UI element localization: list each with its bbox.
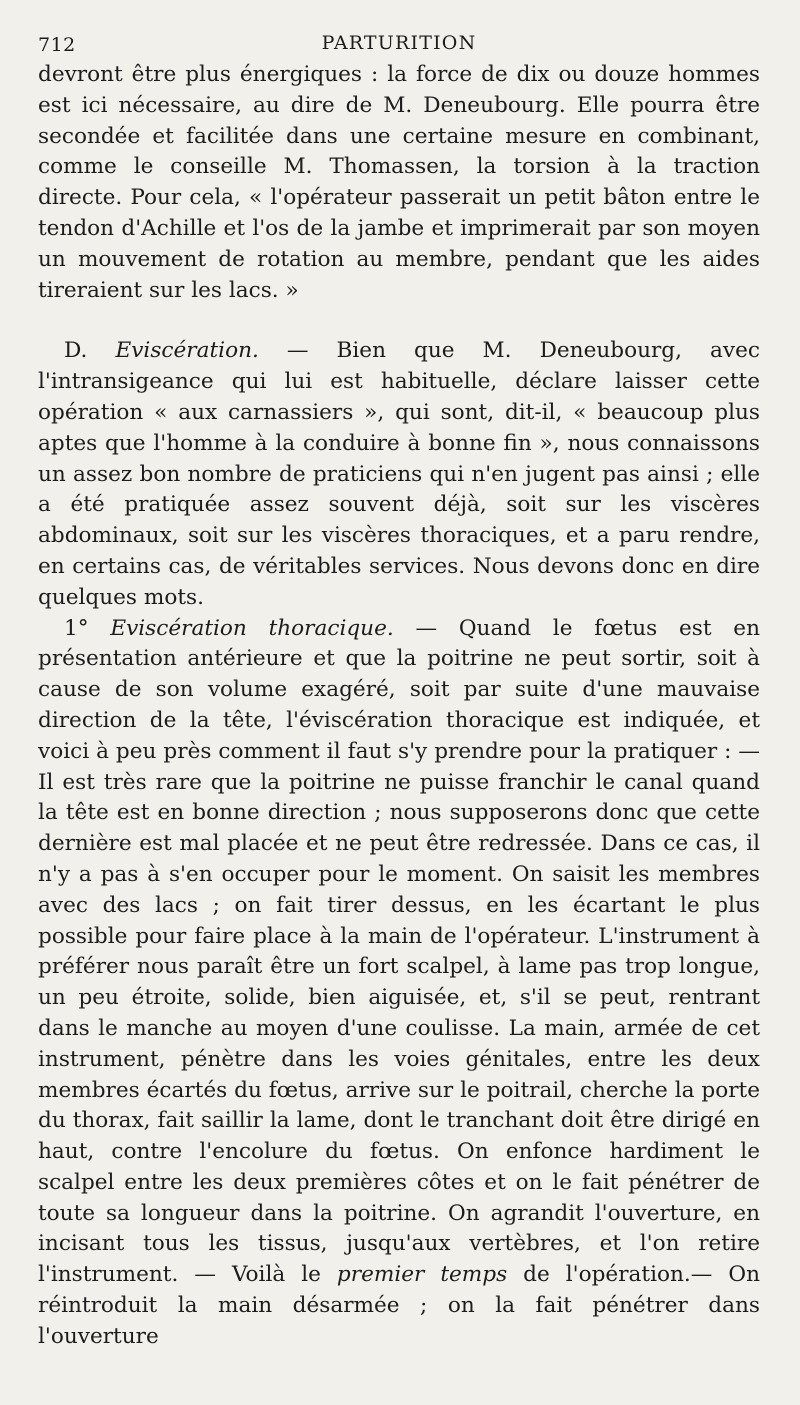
subsection-heading-thoracic: Eviscération thoracique. bbox=[110, 615, 394, 641]
page-number: 712 bbox=[38, 34, 76, 56]
paragraph-evisceration bbox=[38, 336, 760, 613]
subsection-number: 1° bbox=[64, 615, 89, 641]
paragraph-traction: devront être plus énergiques : la force de dix ou douze hommes est ici nécessaire, au dire de M. Deneubourg. Elle pourra être secondée et facilitée dans une certaine mesure en combinant, comme le conseille M. Thomassen, la torsion à la traction directe. Pour cela, « l'opérateur passerait un petit bâton entre le tendon d'Achille et l'os de la jambe et imprimerait par son moyen un mouvement de rotation au membre, pendant que les aides tireraient sur les lacs. » bbox=[38, 62, 760, 303]
body-text bbox=[38, 60, 760, 1353]
section-letter: D. bbox=[64, 338, 88, 364]
paragraph-thoracic-text-b: de l'opération.— On réintroduit la main désarmée ; on la fait pénétrer dans l'ouverture bbox=[38, 1262, 760, 1349]
paragraph-evisceration-text: — Bien que M. Deneubourg, avec l'intransigeance qui lui est habituelle, déclare laisser cette opération « aux carnassiers », qui sont, dit-il, « beaucoup plus aptes que l'homme à la conduire à bonne fin », nous connaissons un assez bon nombre de praticiens qui n'en jugent pas ainsi ; elle a été pratiquée assez souvent déjà, soit sur les viscères abdominaux, soit sur les viscères thoraciques, et a paru rendre, en certains cas, de véritables services. Nous devons donc en dire quelques mots. bbox=[38, 338, 760, 610]
page-header bbox=[38, 32, 760, 60]
emphasis-premier-temps: premier temps bbox=[336, 1262, 508, 1288]
section-heading-evisceration: Eviscération. bbox=[115, 338, 259, 364]
running-title: PARTURITION bbox=[321, 32, 477, 54]
paragraph-thoracic-text-a: — Quand le fœtus est en présentation antérieure et que la poitrine ne peut sortir, soit à cause de son volume exagéré, soit par suite d'une mauvaise direction de la tête, l'éviscération thoracique est indiquée, et voici à peu près comment il faut s'y prendre pour la pratiquer : — Il est très rare que la poitrine ne puisse franchir le canal quand la tête est en bonne direction ; nous supposerons donc que cette dernière est mal placée et ne peut être redressée. Dans ce cas, il n'y a pas à s'en occuper pour le moment. On saisit les membres avec des lacs ; on fait tirer dessus, en les écartant le plus possible pour faire place à la main de l'opérateur. L'instrument à préférer nous paraît être un fort scalpel, à lame pas trop longue, un peu étroite, solide, bien aiguisée, et, s'il se peut, rentrant dans le manche au moyen d'une coulisse. La main, armée de cet instrument, pénètre dans les voies génitales, entre les deux membres écartés du fœtus, arrive sur le poitrail, cherche la porte du thorax, fait saillir la lame, dont le tranchant doit être dirigé en haut, contre l'encolure du fœtus. On enfonce hardiment le scalpel entre les deux premières côtes et on le fait pénétrer de toute sa longueur dans la poitrine. On agrandit l'ouverture, en incisant tous les tissus, jusqu'aux vertèbres, et l'on retire l'instrument. — Voilà le bbox=[38, 615, 760, 1288]
paragraph-thoracic-evisceration bbox=[38, 614, 760, 1353]
